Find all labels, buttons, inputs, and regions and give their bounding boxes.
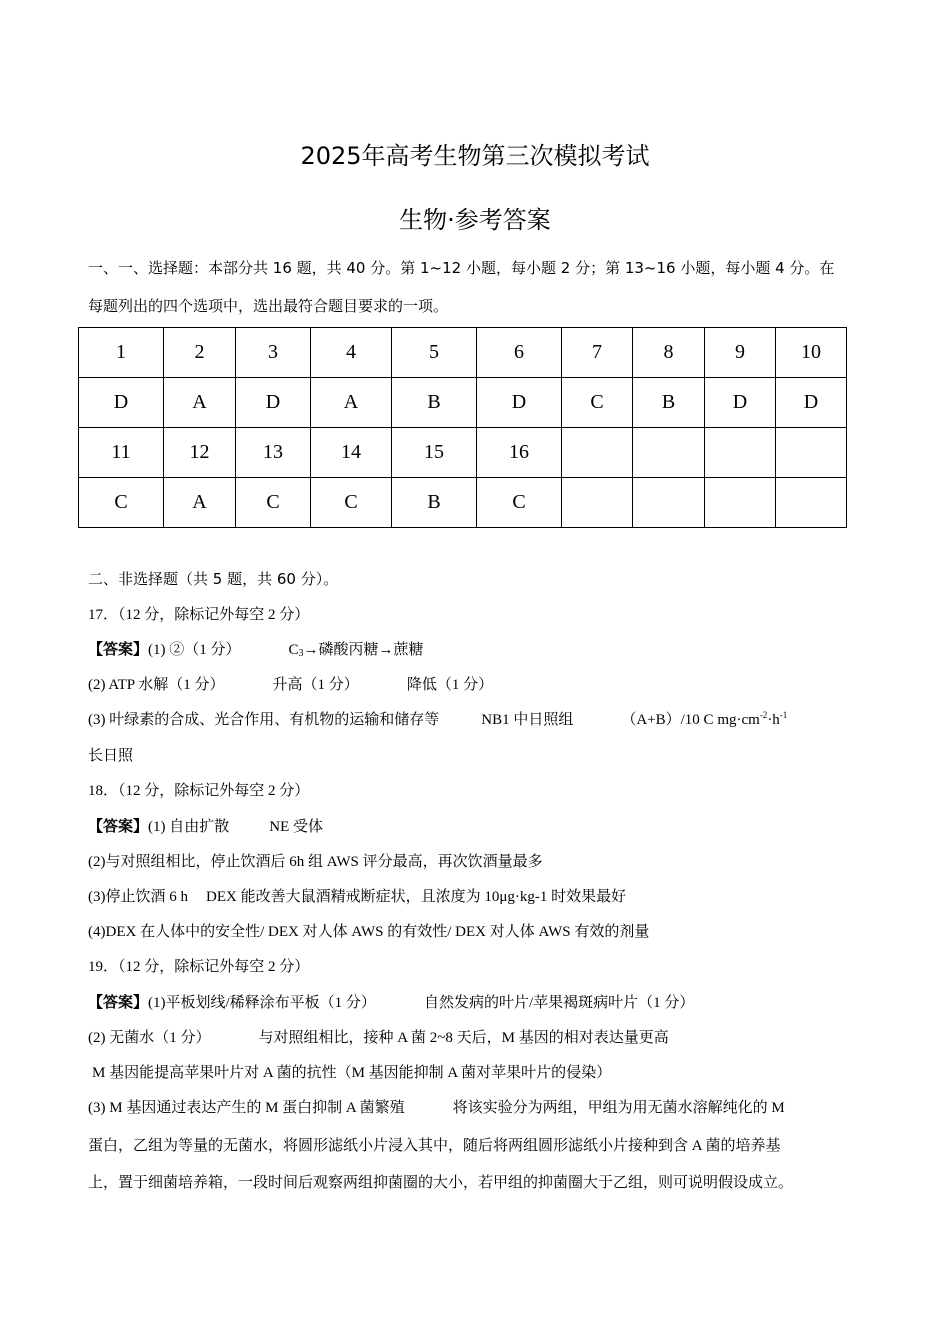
q17-heading: 17．（12 分，除标记外每空 2 分） <box>88 607 310 623</box>
answer-label: 【答案】 <box>88 819 149 835</box>
table-cell <box>705 478 776 528</box>
table-cell: 8 <box>633 328 705 378</box>
section1-line2: 每题列出的四个选项中，选出最符合题目要求的一项。 <box>88 297 449 315</box>
table-cell: 13 <box>236 428 311 478</box>
q17-ans-1b-rest: →磷酸丙糖→蔗糖 <box>303 642 424 658</box>
table-cell: 12 <box>164 428 236 478</box>
table-row-numbers-1 <box>79 328 847 378</box>
table-row-answers-2 <box>79 478 847 528</box>
table-cell: C <box>477 478 562 528</box>
table-cell <box>633 428 705 478</box>
table-cell: D <box>776 378 847 428</box>
section2-heading: 二、非选择题（共 5 题，共 60 分）。 <box>88 570 339 588</box>
table-cell: C <box>562 378 633 428</box>
table-row-numbers-2 <box>79 428 847 478</box>
table-row-answers-1 <box>79 378 847 428</box>
answer-label: 【答案】 <box>88 642 149 658</box>
q17-ans-3b: NB1 中日照组 <box>481 712 574 728</box>
section1-instructions <box>88 249 868 325</box>
table-cell: 7 <box>562 328 633 378</box>
q19-answer-line1 <box>88 991 694 1012</box>
table-cell: D <box>477 378 562 428</box>
q19-answer-line4 <box>88 1096 785 1117</box>
table-cell: D <box>705 378 776 428</box>
choice-answer-table <box>78 327 847 528</box>
q17-ans-3c-sup1: -2 <box>759 710 768 720</box>
table-cell: A <box>311 378 392 428</box>
table-cell: 4 <box>311 328 392 378</box>
q19-ans-4a: (3) M 基因通过表达产生的 M 蛋白抑制 A 菌繁殖 <box>88 1100 405 1116</box>
q19-answer-line5: 蛋白，乙组为等量的无菌水，将圆形滤纸小片浸入其中，随后将两组圆形滤纸小片接种到含 A 菌的培养基 <box>88 1138 781 1154</box>
q18-answer-line2: (2)与对照组相比，停止饮酒后 6h 组 AWS 评分最高，再次饮酒量最多 <box>88 854 543 870</box>
table-cell: C <box>236 478 311 528</box>
table-cell: B <box>633 378 705 428</box>
q18-ans-1b: NE 受体 <box>269 819 324 835</box>
q19-answer-line2 <box>88 1026 669 1047</box>
table-cell: 16 <box>477 428 562 478</box>
table-cell: A <box>164 478 236 528</box>
q18-ans-3a: (3)停止饮酒 6 h <box>88 889 188 905</box>
table-cell: 1 <box>79 328 164 378</box>
q17-ans-1b-c: C <box>288 642 299 658</box>
table-cell: 15 <box>392 428 477 478</box>
table-cell: A <box>164 378 236 428</box>
q19-heading: 19．（12 分，除标记外每空 2 分） <box>88 959 310 975</box>
q17-answer-line1 <box>88 638 424 659</box>
q17-answer-line3 <box>88 708 787 729</box>
table-cell <box>776 478 847 528</box>
table-cell <box>633 478 705 528</box>
q17-answer-line4: 长日照 <box>88 748 134 764</box>
q18-answer-line3 <box>88 885 626 906</box>
q17-ans-2c: 降低（1 分） <box>406 677 494 693</box>
table-cell: B <box>392 378 477 428</box>
answer-subtitle: 生物·参考答案 <box>399 206 551 234</box>
table-cell <box>705 428 776 478</box>
q19-ans-2b: 与对照组相比，接种 A 菌 2~8 天后，M 基因的相对表达量更高 <box>258 1030 669 1046</box>
table-cell: B <box>392 478 477 528</box>
q18-answer-line4: (4)DEX 在人体中的安全性/ DEX 对人体 AWS 的有效性/ DEX 对人体 AWS 有效的剂量 <box>88 924 650 940</box>
q18-ans-3b: DEX 能改善大鼠酒精戒断症状，且浓度为 10μg·kg-1 时效果最好 <box>206 889 627 905</box>
q17-ans-1a: (1) ②（1 分） <box>148 642 241 658</box>
q19-ans-1a: (1)平板划线/稀释涂布平板（1 分） <box>148 995 376 1011</box>
q17-ans-3c-sup2: -1 <box>779 710 788 720</box>
q18-ans-1a: (1) 自由扩散 <box>148 819 230 835</box>
table-cell: D <box>79 378 164 428</box>
q17-ans-2b: 升高（1 分） <box>272 677 359 693</box>
table-cell <box>562 428 633 478</box>
table-cell: 14 <box>311 428 392 478</box>
table-cell: D <box>236 378 311 428</box>
table-cell: 11 <box>79 428 164 478</box>
q17-ans-3a: (3) 叶绿素的合成、光合作用、有机物的运输和储存等 <box>88 712 440 728</box>
answer-label: 【答案】 <box>88 995 149 1011</box>
q19-answer-line6: 上，置于细菌培养箱，一段时间后观察两组抑菌圈的大小，若甲组的抑菌圈大于乙组，则可说明假设成立。 <box>88 1175 794 1191</box>
q17-answer-line2 <box>88 673 493 694</box>
q17-ans-3c: （A+B）/10 C mg·cm <box>621 712 760 728</box>
section1-line1: 一、一、选择题：本部分共 16 题，共 40 分。第 1~12 小题，每小题 2 分；第 13~16 小题，每小题 4 分。在 <box>88 259 835 277</box>
table-cell <box>562 478 633 528</box>
table-cell <box>776 428 847 478</box>
table-cell: 10 <box>776 328 847 378</box>
q18-heading: 18．（12 分，除标记外每空 2 分） <box>88 783 310 799</box>
q18-answer-line1 <box>88 815 323 836</box>
exam-title: 2025年高考生物第三次模拟考试 <box>300 142 650 170</box>
q19-ans-2a: (2) 无菌水（1 分） <box>88 1030 211 1046</box>
q19-answer-line3: M 基因能提高苹果叶片对 A 菌的抗性（M 基因能抑制 A 菌对苹果叶片的侵染） <box>92 1065 612 1081</box>
q17-ans-1b-sub: 3 <box>298 648 304 659</box>
table-cell: C <box>311 478 392 528</box>
q19-ans-4b: 将该实验分为两组，甲组为用无菌水溶解纯化的 M <box>452 1100 785 1116</box>
table-cell: 5 <box>392 328 477 378</box>
table-cell: 3 <box>236 328 311 378</box>
q19-ans-1b: 自然发病的叶片/苹果褐斑病叶片（1 分） <box>423 995 695 1011</box>
table-cell: C <box>79 478 164 528</box>
q17-ans-2a: (2) ATP 水解（1 分） <box>88 677 225 693</box>
table-cell: 9 <box>705 328 776 378</box>
table-cell: 2 <box>164 328 236 378</box>
table-cell: 6 <box>477 328 562 378</box>
q17-ans-3c-mid: ·h <box>767 712 780 728</box>
